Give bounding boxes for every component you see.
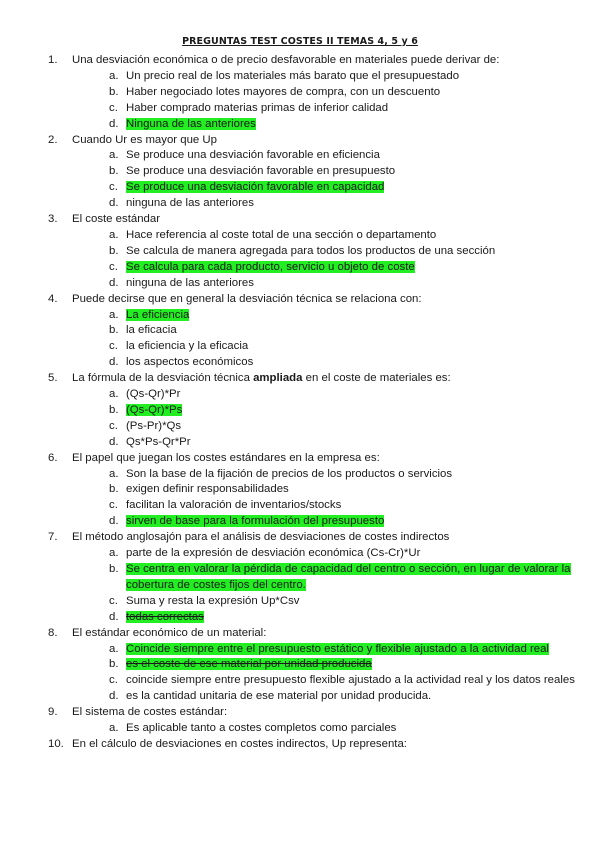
answer-option <box>0 117 600 133</box>
highlighted-answer-text: Se produce una desviación favorable en capacidad <box>126 181 385 194</box>
answer-option <box>0 339 600 355</box>
option-letter: c. <box>109 340 118 353</box>
question-list <box>0 53 600 753</box>
option-text-wrap <box>126 69 580 85</box>
answer-option <box>0 482 600 498</box>
option-letter: c. <box>109 499 118 512</box>
question-text: Puede decirse que en general la desviación técnica se relaciona con: <box>72 292 422 305</box>
answer-option <box>0 276 600 292</box>
option-text-wrap <box>126 339 580 355</box>
option-letter: c. <box>109 260 118 273</box>
highlighted-answer-text: es el coste de ese material por unidad producida <box>126 658 372 671</box>
answer-option <box>0 562 600 594</box>
option-letter: b. <box>109 563 119 575</box>
option-text-wrap <box>126 85 580 101</box>
highlighted-answer-text: La eficiencia <box>126 308 190 321</box>
answer-option <box>0 85 600 101</box>
answer-option <box>0 164 600 180</box>
option-letter: b. <box>109 165 119 178</box>
option-text-wrap <box>126 148 580 164</box>
option-text: los aspectos económicos <box>126 356 254 369</box>
option-letter: a. <box>109 228 119 241</box>
option-text: facilitan la valoración de inventarios/stocks <box>126 499 342 512</box>
answer-option <box>0 498 600 514</box>
option-text: (Qs-Qr)*Pr <box>126 388 181 401</box>
answer-option <box>0 514 600 530</box>
option-letter: c. <box>109 674 118 687</box>
option-text: Se produce una desviación favorable en eficiencia <box>126 149 380 162</box>
option-text: la eficiencia y la eficacia <box>126 340 249 353</box>
option-letter: b. <box>109 324 119 337</box>
answer-option <box>0 594 600 610</box>
question-text: El coste estándar <box>72 213 161 226</box>
question-text: El estándar económico de un material: <box>72 626 267 639</box>
answer-option <box>0 673 600 689</box>
option-letter: b. <box>109 483 119 496</box>
page-title: PREGUNTAS TEST COSTES II TEMAS 4, 5 y 6 <box>182 36 418 47</box>
question-8 <box>0 626 600 642</box>
option-letter: c. <box>109 101 118 114</box>
option-text-wrap <box>126 562 580 594</box>
option-text-wrap <box>126 323 580 339</box>
question-3 <box>0 212 600 228</box>
question-number: 4. <box>48 292 58 305</box>
option-text: Haber negociado lotes mayores de compra, con un descuento <box>126 85 441 98</box>
option-text: Haber comprado materias primas de inferior calidad <box>126 101 389 114</box>
answer-option <box>0 355 600 371</box>
answer-option <box>0 689 600 705</box>
option-text: ninguna de las anteriores <box>126 197 254 210</box>
option-letter: d. <box>109 356 119 369</box>
option-letter: a. <box>109 388 119 401</box>
option-letter: a. <box>109 308 119 321</box>
option-letter: d. <box>109 276 119 289</box>
option-letter: a. <box>109 69 119 82</box>
option-letter: a. <box>109 149 119 162</box>
answer-option <box>0 435 600 451</box>
answer-option <box>0 721 600 737</box>
option-letter: d. <box>109 435 119 448</box>
answer-option <box>0 196 600 212</box>
option-text: exigen definir responsabilidades <box>126 483 289 496</box>
answer-option <box>0 467 600 483</box>
question-number: 2. <box>48 133 58 146</box>
option-text: (Ps-Pr)*Qs <box>126 419 182 432</box>
answer-option <box>0 69 600 85</box>
highlighted-answer-text: Se calcula para cada producto, servicio u objeto de coste <box>126 260 415 273</box>
question-number: 7. <box>48 531 58 544</box>
option-text: Suma y resta la expresión Up*Csv <box>126 594 300 607</box>
answer-option <box>0 148 600 164</box>
option-text: ninguna de las anteriores <box>126 276 254 289</box>
question-number: 3. <box>48 213 58 226</box>
option-text-wrap <box>126 498 580 514</box>
option-text: Hace referencia al coste total de una sección o departamento <box>126 228 437 241</box>
option-text-wrap <box>126 610 580 626</box>
option-text: Son la base de la fijación de precios de los productos o servicios <box>126 467 453 480</box>
option-text-wrap <box>126 657 580 673</box>
option-letter: d. <box>109 515 119 528</box>
option-text-wrap <box>126 355 580 371</box>
option-letter: c. <box>109 594 118 607</box>
answer-option <box>0 101 600 117</box>
highlighted-answer-text: sirven de base para la formulación del presupuesto <box>126 515 385 528</box>
option-text-wrap <box>126 467 580 483</box>
option-text: Se produce una desviación favorable en presupuesto <box>126 165 396 178</box>
highlighted-answer-text: todas correctas <box>126 610 204 623</box>
option-text-wrap <box>126 117 580 133</box>
answer-option <box>0 180 600 196</box>
option-text-wrap <box>126 419 580 435</box>
question-6 <box>0 451 600 467</box>
option-text-wrap <box>126 276 580 292</box>
answer-option <box>0 308 600 324</box>
answer-option <box>0 419 600 435</box>
option-letter: c. <box>109 181 118 194</box>
question-number: 8. <box>48 626 58 639</box>
option-text: es la cantidad unitaria de ese material por unidad producida. <box>126 690 432 703</box>
option-text-wrap <box>126 101 580 117</box>
question-text: Cuando Ur es mayor que Up <box>72 133 217 146</box>
question-text: El sistema de costes estándar: <box>72 706 228 719</box>
option-text-wrap <box>126 514 580 530</box>
question-number: 5. <box>48 372 58 385</box>
answer-option <box>0 323 600 339</box>
option-letter: d. <box>109 690 119 703</box>
highlighted-answer-text: (Qs-Qr)*Ps <box>126 403 183 416</box>
option-letter: c. <box>109 419 118 432</box>
option-text-wrap <box>126 164 580 180</box>
question-number: 9. <box>48 706 58 719</box>
question-number: 1. <box>48 54 58 66</box>
option-text: parte de la expresión de desviación económica (Cs-Cr)*Ur <box>126 547 421 560</box>
option-text-wrap <box>126 721 580 737</box>
answer-option <box>0 610 600 626</box>
answer-option <box>0 642 600 658</box>
question-text-bold: ampliada <box>253 372 303 385</box>
answer-option <box>0 657 600 673</box>
option-letter: d. <box>109 197 119 210</box>
answer-option <box>0 387 600 403</box>
option-text-wrap <box>126 594 580 610</box>
question-5 <box>0 371 600 387</box>
question-text: El método anglosajón para el análisis de desviaciones de costes indirectos <box>72 531 450 544</box>
option-text-wrap <box>126 387 580 403</box>
question-number: 6. <box>48 451 58 464</box>
option-text-wrap <box>126 260 580 276</box>
question-1 <box>0 53 600 69</box>
option-text-wrap <box>126 308 580 324</box>
option-text-wrap <box>126 689 580 705</box>
option-letter: a. <box>109 547 119 560</box>
option-text: coincide siempre entre presupuesto flexible ajustado a la actividad real y los datos reales <box>126 674 575 687</box>
question-number: 10. <box>48 737 64 750</box>
answer-option <box>0 403 600 419</box>
question-text-part: La fórmula de la desviación técnica <box>72 372 254 385</box>
option-text-wrap <box>126 403 580 419</box>
answer-option <box>0 244 600 260</box>
option-letter: b. <box>109 85 119 98</box>
option-letter: a. <box>109 642 119 655</box>
option-text-wrap <box>126 642 580 658</box>
question-9 <box>0 705 600 721</box>
option-text-wrap <box>126 435 580 451</box>
option-letter: d. <box>109 610 119 623</box>
option-text: Qs*Ps-Qr*Pr <box>126 435 191 448</box>
option-text: Se calcula de manera agregada para todos los productos de una sección <box>126 244 496 257</box>
question-10 <box>0 737 600 753</box>
option-text-wrap <box>126 244 580 260</box>
option-text: Es aplicable tanto a costes completos como parciales <box>126 722 397 735</box>
question-4 <box>0 292 600 308</box>
option-text-wrap <box>126 673 580 689</box>
question-text: En el cálculo de desviaciones en costes indirectos, Up representa: <box>72 737 407 750</box>
question-text-part: en el coste de materiales es: <box>302 372 451 385</box>
question-text: Una desviación económica o de precio desfavorable en materiales puede derivar de: <box>72 54 500 66</box>
answer-option <box>0 228 600 244</box>
option-letter: b. <box>109 403 119 416</box>
answer-option <box>0 546 600 562</box>
option-text-wrap <box>126 196 580 212</box>
answer-option <box>0 260 600 276</box>
highlighted-answer-text: Se centra en valorar la pérdida de capacidad del centro o sección, en lugar de valorar la cobertura de costes fijos del centro. <box>126 563 571 591</box>
option-letter: a. <box>109 467 119 480</box>
question-text: El papel que juegan los costes estándares en la empresa es: <box>72 451 380 464</box>
option-letter: d. <box>109 117 119 130</box>
highlighted-answer-text: Coincide siempre entre el presupuesto estático y flexible ajustado a la actividad real <box>126 642 549 655</box>
option-text-wrap <box>126 228 580 244</box>
option-letter: b. <box>109 658 119 671</box>
option-text-wrap <box>126 546 580 562</box>
question-7 <box>0 530 600 546</box>
option-text-wrap <box>126 180 580 196</box>
option-letter: b. <box>109 244 119 257</box>
question-text <box>72 371 580 387</box>
highlighted-answer-text: Ninguna de las anteriores <box>126 117 256 130</box>
option-text: Un precio real de los materiales más barato que el presupuestado <box>126 69 460 82</box>
option-text: la eficacia <box>126 324 177 337</box>
option-text-wrap <box>126 482 580 498</box>
question-2 <box>0 133 600 149</box>
option-letter: a. <box>109 722 119 735</box>
